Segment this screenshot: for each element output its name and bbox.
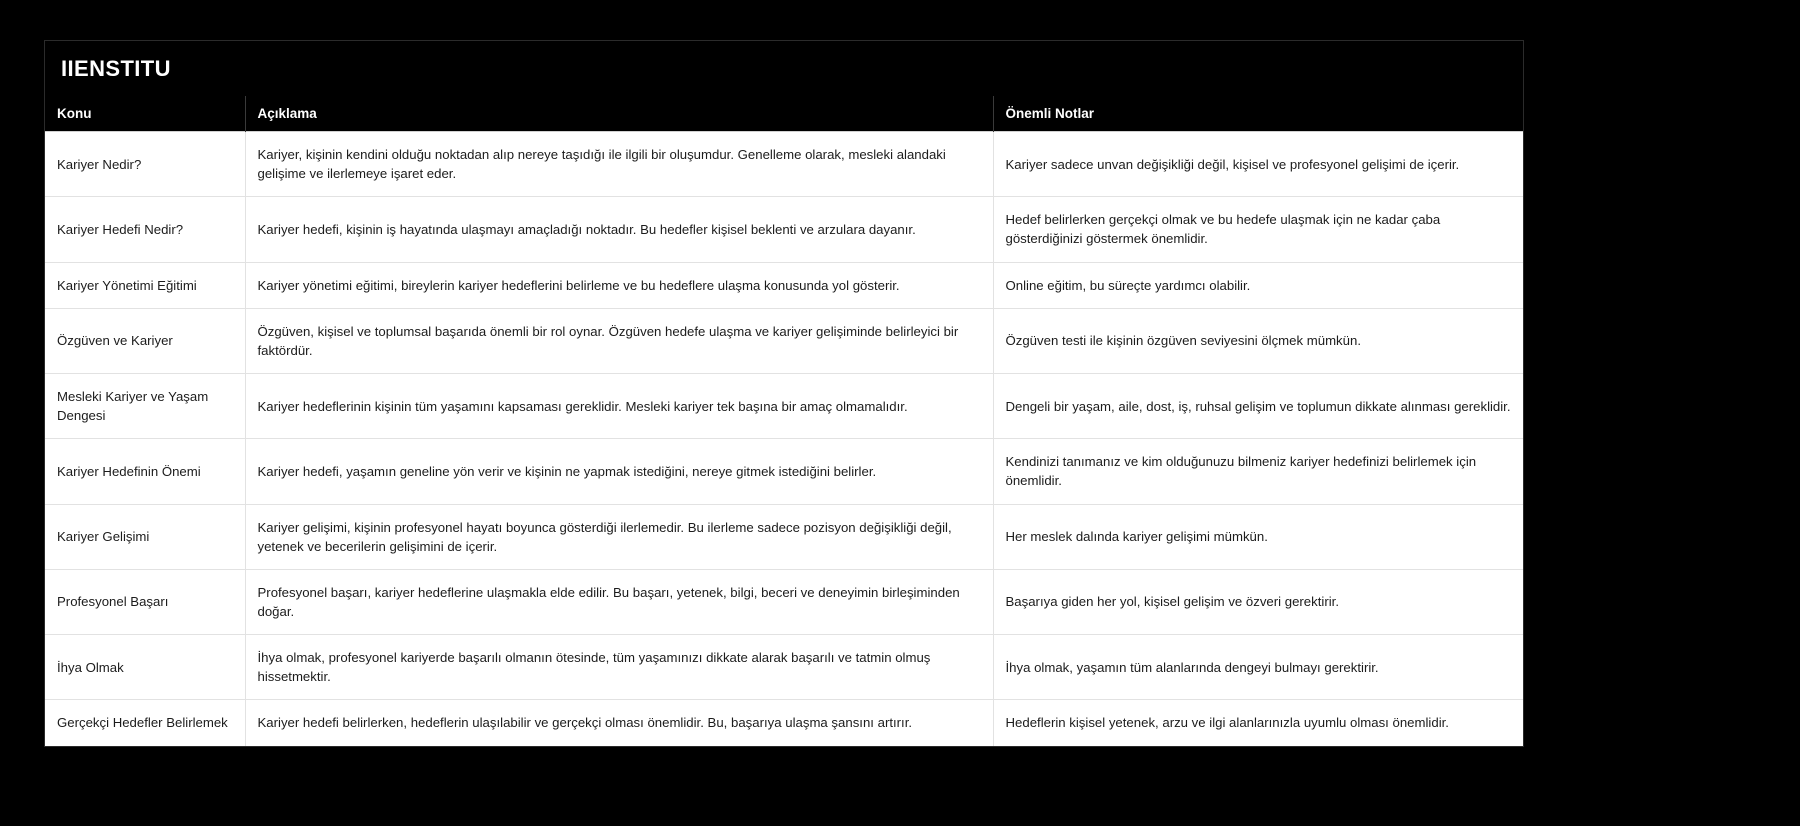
table-row xyxy=(45,504,1523,569)
cell-konu: İhya Olmak xyxy=(45,635,245,700)
table-row xyxy=(45,132,1523,197)
cell-aciklama: Kariyer hedeflerinin kişinin tüm yaşamını kapsaması gereklidir. Mesleki kariyer tek başına bir amaç olmamalıdır. xyxy=(245,373,993,438)
cell-aciklama: Kariyer hedefi belirlerken, hedeflerin ulaşılabilir ve gerçekçi olması önemlidir. Bu, başarıya ulaşma şansını artırır. xyxy=(245,700,993,746)
cell-notlar: Hedef belirlerken gerçekçi olmak ve bu hedefe ulaşmak için ne kadar çaba gösterdiğinizi göstermek önemlidir. xyxy=(993,197,1523,262)
cell-notlar: Kendinizi tanımanız ve kim olduğunuzu bilmeniz kariyer hedefinizi belirlemek için önemlidir. xyxy=(993,439,1523,504)
cell-aciklama: Kariyer, kişinin kendini olduğu noktadan alıp nereye taşıdığı ile ilgili bir oluşumdur. Genelleme olarak, mesleki alandaki gelişime ve ilerlemeye işaret eder. xyxy=(245,132,993,197)
table-row xyxy=(45,635,1523,700)
cell-konu: Profesyonel Başarı xyxy=(45,569,245,634)
cell-notlar: Dengeli bir yaşam, aile, dost, iş, ruhsal gelişim ve toplumun dikkate alınması gereklidir. xyxy=(993,373,1523,438)
cell-konu: Kariyer Hedefinin Önemi xyxy=(45,439,245,504)
cell-konu: Özgüven ve Kariyer xyxy=(45,308,245,373)
column-header-notlar: Önemli Notlar xyxy=(993,96,1523,132)
cell-notlar: Her meslek dalında kariyer gelişimi mümkün. xyxy=(993,504,1523,569)
cell-aciklama: Özgüven, kişisel ve toplumsal başarıda önemli bir rol oynar. Özgüven hedefe ulaşma ve kariyer gelişiminde belirleyici bir faktördür. xyxy=(245,308,993,373)
cell-notlar: Kariyer sadece unvan değişikliği değil, kişisel ve profesyonel gelişimi de içerir. xyxy=(993,132,1523,197)
table-row xyxy=(45,308,1523,373)
cell-konu: Gerçekçi Hedefler Belirlemek xyxy=(45,700,245,746)
cell-konu: Mesleki Kariyer ve Yaşam Dengesi xyxy=(45,373,245,438)
cell-notlar: Hedeflerin kişisel yetenek, arzu ve ilgi alanlarınızla uyumlu olması önemlidir. xyxy=(993,700,1523,746)
table-row xyxy=(45,373,1523,438)
table-row xyxy=(45,197,1523,262)
cell-aciklama: Kariyer hedefi, kişinin iş hayatında ulaşmayı amaçladığı noktadır. Bu hedefler kişisel beklenti ve arzulara dayanır. xyxy=(245,197,993,262)
table-body xyxy=(45,132,1523,746)
cell-aciklama: Kariyer gelişimi, kişinin profesyonel hayatı boyunca gösterdiği ilerlemedir. Bu ilerleme sadece pozisyon değişikliği değil, yetenek ve becerilerin gelişimini de içerir. xyxy=(245,504,993,569)
table-row xyxy=(45,700,1523,746)
table-row xyxy=(45,439,1523,504)
column-header-konu: Konu xyxy=(45,96,245,132)
table-header-row xyxy=(45,96,1523,132)
table-header xyxy=(45,96,1523,132)
cell-aciklama: Kariyer yönetimi eğitimi, bireylerin kariyer hedeflerini belirleme ve bu hedeflere ulaşma konusunda yol gösterir. xyxy=(245,262,993,308)
brand-header xyxy=(45,41,1523,96)
content-card xyxy=(44,40,1524,747)
cell-notlar: Online eğitim, bu süreçte yardımcı olabilir. xyxy=(993,262,1523,308)
column-header-aciklama: Açıklama xyxy=(245,96,993,132)
cell-notlar: İhya olmak, yaşamın tüm alanlarında dengeyi bulmayı gerektirir. xyxy=(993,635,1523,700)
cell-konu: Kariyer Gelişimi xyxy=(45,504,245,569)
table-row xyxy=(45,569,1523,634)
cell-notlar: Başarıya giden her yol, kişisel gelişim ve özveri gerektirir. xyxy=(993,569,1523,634)
cell-aciklama: İhya olmak, profesyonel kariyerde başarılı olmanın ötesinde, tüm yaşamınızı dikkate alarak başarılı ve tatmin olmuş hissetmektir. xyxy=(245,635,993,700)
brand-logo-text: IIENSTITU xyxy=(61,55,171,81)
table-row xyxy=(45,262,1523,308)
cell-konu: Kariyer Nedir? xyxy=(45,132,245,197)
career-topics-table xyxy=(45,96,1523,746)
cell-konu: Kariyer Yönetimi Eğitimi xyxy=(45,262,245,308)
cell-aciklama: Profesyonel başarı, kariyer hedeflerine ulaşmakla elde edilir. Bu başarı, yetenek, bilgi, beceri ve deneyimin birleşiminden doğar. xyxy=(245,569,993,634)
cell-aciklama: Kariyer hedefi, yaşamın geneline yön verir ve kişinin ne yapmak istediğini, nereye gitmek istediğini belirler. xyxy=(245,439,993,504)
cell-notlar: Özgüven testi ile kişinin özgüven seviyesini ölçmek mümkün. xyxy=(993,308,1523,373)
cell-konu: Kariyer Hedefi Nedir? xyxy=(45,197,245,262)
